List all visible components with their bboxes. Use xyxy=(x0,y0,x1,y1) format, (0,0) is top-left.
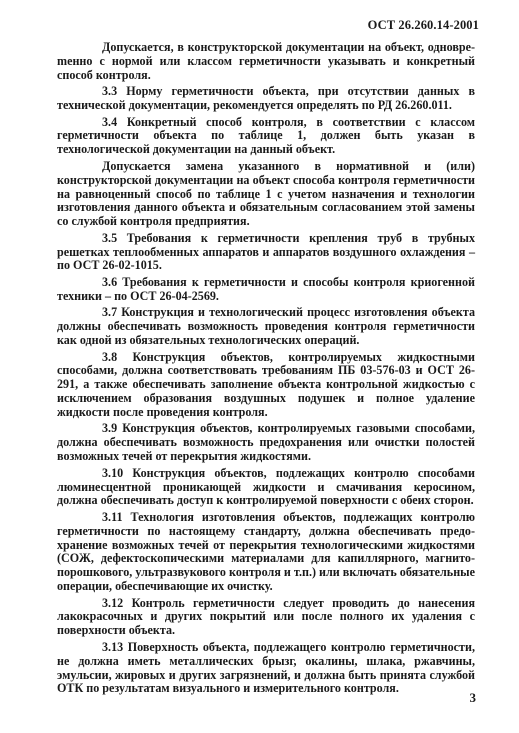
document-body xyxy=(57,41,475,699)
paragraph-3-5: 3.5 Требования к герметичности крепления труб в трубных решетках теплообменных аппаратов и аппаратов воздушного охлаждения – по ОСТ 26-02-1015. xyxy=(57,230,475,273)
standard-code-header: ОСТ 26.260.14-2001 xyxy=(367,18,479,32)
paragraph-3-7: 3.7 Конструкция и технологический процесс изготовления объекта должны обеспечивать возможность проведения контроля герметичности как одной из обязательных технологических операций. xyxy=(57,305,475,347)
paragraph-3-13: 3.13 Поверхность объекта, подлежащего контролю герметичности, не должна иметь металлических брызг, окалины, шлака, ржавчины, эмульсии, жировых и других загрязнений, и должна быть принята службой ОТК по результатам визуального и измерительного контроля. xyxy=(57,639,475,696)
page-number: 3 xyxy=(469,690,476,705)
paragraph-3-11: 3.11 Технология изготовления объектов, подлежащих контролю герметичности по настоящему стандарту, должна обеспечивать предохранение возможных течей от перекрытия технологическими жидкостями (СОЖ, дефектоскопическими материалами для капиллярного, магнитопорошкового, ультразвукового контроля и т.п.) или включать обязательные операции, обеспечивающие их очистку. xyxy=(57,509,475,594)
paragraph-3-6: 3.6 Требования к герметичности и способы контроля криогенной техники – по ОСТ 26-04-2569. xyxy=(57,274,475,303)
paragraph-permission-norm: Допускается, в конструкторской документации на объект, одновреmенно с нормой или классом герметичности указывать и конкретный способ контроля. xyxy=(57,40,475,82)
paragraph-3-9: 3.9 Конструкция объектов, контролируемых газовыми способами, должна обеспечивать возможность предохранения или очистки полостей возможных течей от перекрытия жидкостями. xyxy=(57,421,475,464)
paragraph-3-4: 3.4 Конкретный способ контроля, в соответствии с классом герметичности объекта по таблице 1, должен быть указан в технологической документации на данный объект. xyxy=(57,114,475,157)
paragraph-3-10: 3.10 Конструкция объектов, подлежащих контролю способами люминесцентной проникающей жидкости и смачивания керосином, должна обеспечивать доступ к контролируемой поверхности с обеих сторон. xyxy=(57,465,475,508)
paragraph-3-3: 3.3 Норму герметичности объекта, при отсутствии данных в технической документации, рекомендуется определять по РД 26.260.011. xyxy=(57,84,475,113)
paragraph-3-12: 3.12 Контроль герметичности следует проводить до нанесения лакокрасочных и других покрытий или после полного их удаления с поверхности объекта. xyxy=(57,595,475,638)
paragraph-3-8: 3.8 Конструкция объектов, контролируемых жидкостными способами, должна соответствовать требованиям ПБ 03-576-03 и ОСТ 26-291, а также обеспечивать заполнение объекта контрольной жидкостью с исключением образования воздушных подушек и полное удаление жидкости после проведения контроля. xyxy=(57,349,475,419)
paragraph-replacement-permission: Допускается замена указанного в нормативной и (или) конструкторской документации на объект способа контроля герметичности на равноценный способ по таблице 1 с учетом назначения и технологии изготовления данного объекта и обязательным согласованием этой замены со службой контроля предприятия. xyxy=(57,158,475,229)
